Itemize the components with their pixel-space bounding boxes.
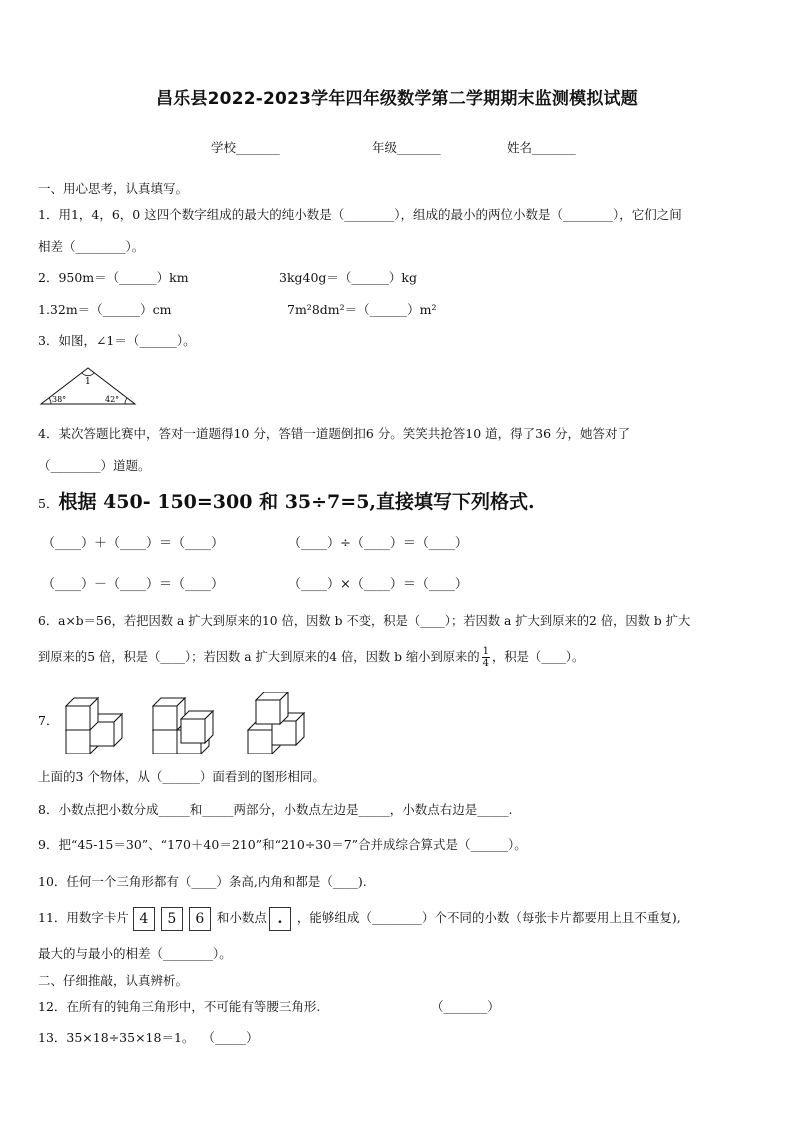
name-field: 姓名_______ [507, 140, 576, 155]
question-2a: 2．950m＝（______）km [38, 270, 189, 285]
question-13 [38, 1032, 259, 1045]
triangle-figure [38, 364, 138, 406]
question-12-blank: （_______） [431, 999, 500, 1014]
angle-38-label: 38° [52, 395, 67, 404]
question-5-row1b: （____）÷（____）＝（____） [288, 536, 468, 551]
object-3 [248, 692, 304, 754]
object-2 [153, 698, 213, 754]
angle-1-label: 1 [85, 377, 91, 387]
question-11-line2: 最大的与最小的相差（________）。 [38, 946, 232, 961]
question-5-heading [38, 493, 535, 512]
question-10: 10．任何一个三角形都有（____）条高,内角和都是（____). [38, 874, 367, 889]
number-card-6: 6 [189, 907, 211, 931]
question-6-line2-part1: 到原来的5 倍，积是（____）；若因数 a 扩大到原来的4 倍，因数 b 缩小到原来的 [38, 650, 480, 664]
question-2d: 7m²8dm²＝（______）m² [287, 302, 437, 317]
number-card-5: 5 [161, 907, 183, 931]
section-1-heading: 一、用心思考，认真填写。 [38, 181, 189, 196]
number-card-4: 4 [133, 907, 155, 931]
question-6-line2 [38, 644, 584, 670]
question-11-prefix: 11．用数字卡片 [38, 910, 129, 925]
question-7-number: 7． [38, 713, 59, 728]
question-5-row1a: （____）＋（____）＝（____） [42, 536, 225, 551]
question-6-line2-part2: ，积是（____）。 [492, 650, 585, 664]
question-8: 8．小数点把小数分成_____和_____两部分，小数点左边是_____，小数点右边是_____. [38, 802, 513, 817]
angle-42-label: 42° [105, 395, 120, 404]
question-13-text: 13．35×18÷35×18＝1。 [38, 1030, 195, 1045]
question-5-number: 5． [38, 496, 59, 511]
question-5-row2b: （____）×（____）＝（____） [288, 577, 468, 592]
question-3: 3．如图，∠1＝（______）。 [38, 333, 196, 348]
section-2-heading: 二、仔细推敲，认真辨析。 [38, 973, 189, 988]
question-1-line2: 相差（________）。 [38, 239, 145, 254]
grade-field: 年级_______ [372, 140, 441, 155]
question-5-row2a: （____）－（____）＝（____） [42, 577, 225, 592]
fraction-one-quarter: $\frac{1}{4}$ [482, 646, 490, 669]
page-title: 昌乐县2022-2023学年四年级数学第二学期期末监测模拟试题 [156, 89, 638, 109]
question-7-text: 上面的3 个物体，从（______）面看到的图形相同。 [38, 769, 325, 784]
cube-objects-figure [60, 692, 320, 754]
question-6-line1: 6．a×b＝56，若把因数 a 扩大到原来的10 倍，因数 b 不变，积是（____）；若因数 a 扩大到原来的2 倍，因数 b 扩大 [38, 614, 691, 628]
question-2b: 3kg40g＝（______）kg [279, 270, 418, 285]
question-13-blank: （_____） [202, 1030, 259, 1045]
question-9: 9．把“45-15＝30”、“170＋40＝210”和“210÷30＝7”合并成综合算式是（______）。 [38, 837, 527, 852]
question-11-line1 [38, 906, 681, 931]
question-5-text: 根据 450- 150=300 和 35÷7=5,直接填写下列格式. [58, 491, 535, 513]
object-1 [66, 698, 122, 754]
question-2c: 1.32m＝（______）cm [38, 302, 172, 317]
question-1-line1: 1．用1，4，6，0 这四个数字组成的最大的纯小数是（________），组成的最小的两位小数是（________），它们之间 [38, 207, 682, 222]
question-4-line2: （________）道题。 [38, 458, 151, 473]
question-11-suffix: ，能够组成（________）个不同的小数（每张卡片都要用上且不重复), [296, 910, 681, 925]
question-12: 12．在所有的钝角三角形中，不可能有等腰三角形. [38, 999, 321, 1014]
question-11-mid: 和小数点 [216, 910, 267, 925]
question-4-line1: 4．某次答题比赛中，答对一道题得10 分，答错一道题倒扣6 分。笑笑共抢答10 道，得了36 分，她答对了 [38, 426, 631, 441]
school-field: 学校_______ [211, 140, 280, 155]
decimal-point-card: . [269, 907, 291, 931]
